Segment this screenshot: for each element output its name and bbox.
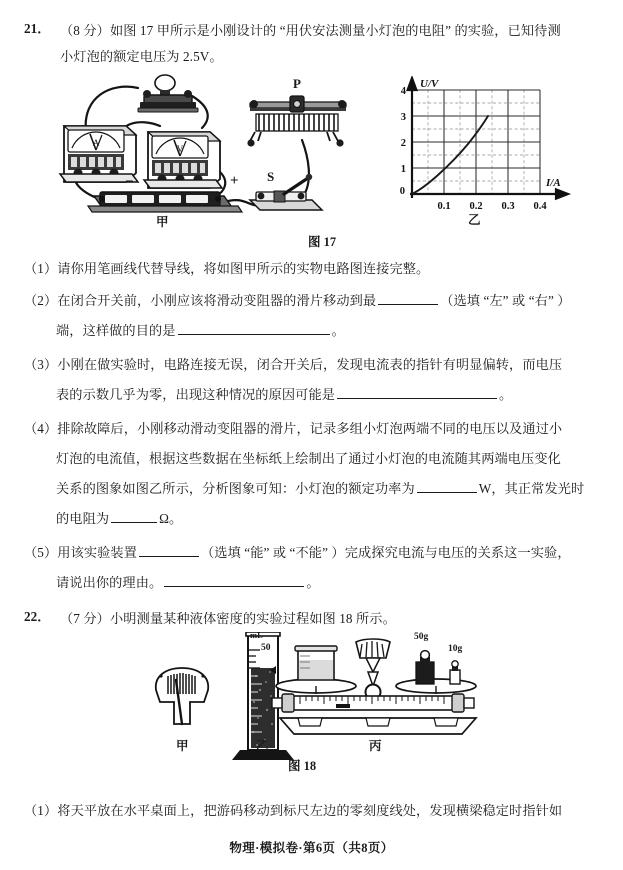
q21-item-4-line-4 [56,506,182,532]
battery-minus-label: − [125,174,134,190]
q21-item-3-text-a: 小刚在做实验时，电路连接无误，闭合开关后，发现电流表的指针有明显偏转，而电压 [57,357,563,372]
q21-item-3-text-b: 表的示数几乎为零，出现这种情况的原因可能是 [56,387,336,402]
voltmeter-device [144,132,222,188]
figure-17 [52,74,592,249]
question-22-head-line-1: （7 分）小明测量某种液体密度的实验过程如图 18 所示。 [60,611,396,626]
switch-device [250,174,322,210]
page-footer: 物理·模拟卷·第6页（共8页） [229,841,394,855]
weight-10g [450,661,460,684]
q21-item-2-line-2 [56,318,345,344]
weight-10g-label: 10g [448,644,463,654]
q21-item-2-choice-hint: （选填 “左” 或 “右” ） [440,293,571,308]
q21-item-5-line-1 [24,540,571,566]
q21-item-4-text-b: 灯泡的电流值，根据这些数据在坐标纸上绘制出了通过小灯泡的电流随其两端电压变化 [56,451,561,466]
q21-item-4-line-2 [56,446,561,472]
weight-50g [416,651,434,684]
q21-item-4-text-a: 排除故障后，小刚移动滑动变阻器的滑片，记录多组小灯泡两端不同的电压以及通过小 [57,421,563,436]
question-21-number: 21． [24,21,51,36]
q21-item-4-resistance-blank[interactable] [111,508,157,523]
q21-item-5-text-a: 用该实验装置 [57,545,138,560]
uv-characteristic-graph [390,76,590,226]
q21-item-2-period: 。 [331,323,345,338]
q21-item-3-period: 。 [499,387,513,402]
q21-item-5-period: 。 [306,575,320,590]
figure-17-caption: 图 17 [308,235,337,249]
figure-18-label-yi: 乙 [256,739,269,753]
balance-pointer-scale [156,668,208,724]
q21-item-3-line-2 [56,382,512,408]
svg-text:0.4: 0.4 [533,201,547,212]
q21-item-5-line-2 [56,570,320,596]
switch-label: S [267,169,275,184]
q21-item-1 [24,256,429,282]
svg-text:I/A: I/A [546,177,561,189]
q21-item-4-text-d: 的电阻为 [56,511,110,526]
question-22-number: 22． [24,609,51,624]
graph-label-yi: 乙 [468,213,481,227]
q21-item-5-reason-blank[interactable] [164,572,304,587]
question-21-head-line-2: 小灯泡的额定电压为 2.5V。 [60,49,223,64]
q21-item-4-power-blank[interactable] [417,478,477,493]
q21-item-3-tag: （3） [24,357,58,372]
q21-item-2-answer-blank[interactable] [378,290,438,305]
q21-item-4-line-1 [24,416,562,442]
q21-item-4-tag: （4） [24,421,58,436]
svg-text:1: 1 [400,164,406,175]
svg-text:4: 4 [400,86,406,97]
question-21-head-line-1: （8 分）如图 17 甲所示是小刚设计的 “用伏安法测量小灯泡的电阻” 的实验，已知待测 [60,23,561,38]
svg-text:0.3: 0.3 [501,201,515,212]
q21-item-5-tag: （5） [24,545,58,560]
figure-18 [120,632,520,772]
svg-text:0.2: 0.2 [469,201,483,212]
q21-item-3-line-1 [24,352,562,378]
cylinder-marking-50: 50 [261,643,271,653]
beaker [295,646,337,680]
svg-text:V: V [176,144,184,154]
rheostat-slider-label: P [293,76,301,91]
q21-item-5-answer-blank[interactable] [139,542,199,557]
q21-item-2-purpose-blank[interactable] [178,320,330,335]
q22-item-1-text: 将天平放在水平桌面上，把游码移动到标尺左边的零刻度线处，发现横梁稳定时指针如 [57,803,563,818]
q21-item-4-unit-resistance: Ω。 [159,511,183,526]
q21-item-2-tag: （2） [24,293,58,308]
q21-item-4-unit-power: W，其正常发光时 [478,481,585,496]
svg-text:2: 2 [400,138,406,149]
q21-item-4-text-c: 关系的图象如图乙所示，分析图象可知：小灯泡的额定功率为 [56,481,415,496]
figure-18-caption: 图 18 [288,759,317,773]
battery-plus-label: + [230,173,239,189]
svg-text:3: 3 [400,112,406,123]
rheostat-device [247,96,346,147]
figure-18-label-jia: 甲 [176,739,189,753]
q21-item-2-text-a: 在闭合开关前，小刚应该将滑动变阻器的滑片移动到最 [57,293,377,308]
uv-graph-svg [390,76,590,226]
svg-text:A: A [92,138,100,148]
q21-item-2-line-1 [24,288,571,314]
svg-text:U/V: U/V [420,78,439,90]
svg-text:0.1: 0.1 [437,201,451,212]
q21-item-3-reason-blank[interactable] [337,384,497,399]
q21-item-5-choice-hint: （选填 “能” 或 “不能” ）完成探究电流与电压的关系这一实验， [201,545,571,560]
weight-50g-label: 50g [414,632,429,642]
circuit-apparatus-diagram [52,74,392,234]
cylinder-unit-label: mL [250,630,263,640]
q21-item-5-text-b: 请说出你的理由。 [56,575,163,590]
q22-item-1-tag: （1） [24,803,58,818]
q22-item-1 [24,798,562,824]
figure-18-label-bing: 丙 [369,739,382,753]
apparatus-label-jia: 甲 [156,215,169,229]
battery-pack [88,192,242,212]
q21-item-2-text-b: 端，这样做的目的是 [56,323,176,338]
q21-item-1-text: 请你用笔画线代替导线，将如图甲所示的实物电路图连接完整。 [57,261,430,276]
q21-item-4-line-3 [56,476,584,502]
svg-text:0: 0 [399,186,405,197]
lamp-on-holder [138,75,198,112]
beam-balance [272,639,476,734]
q21-item-1-tag: （1） [24,261,58,276]
